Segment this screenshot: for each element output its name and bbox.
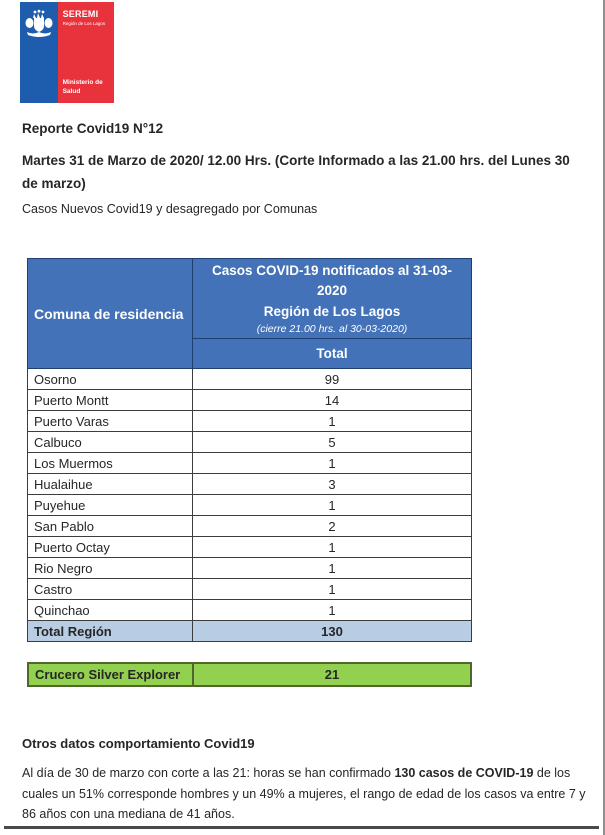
report-subtitle: Casos Nuevos Covid19 y desagregado por Comunas xyxy=(22,202,318,216)
summary-text-bold: 130 casos de COVID-19 xyxy=(394,766,534,780)
header-line-1: Casos COVID-19 notificados al 31-03-2020 xyxy=(211,263,453,299)
table-row xyxy=(28,579,472,600)
total-cell: 3 xyxy=(193,474,472,495)
logo-region-text: Región de Los Lagos xyxy=(62,21,106,26)
table-row xyxy=(28,516,472,537)
table-row xyxy=(28,495,472,516)
cruise-row-table xyxy=(27,662,472,687)
total-cell: 1 xyxy=(193,600,472,621)
summary-paragraph xyxy=(22,763,588,825)
table-row xyxy=(28,474,472,495)
total-cell: 5 xyxy=(193,432,472,453)
comuna-cell: Quinchao xyxy=(28,600,193,621)
otros-datos-heading: Otros datos comportamiento Covid19 xyxy=(22,736,255,751)
comuna-cell: Puerto Montt xyxy=(28,390,193,411)
total-cell: 1 xyxy=(193,453,472,474)
table-row xyxy=(28,411,472,432)
cruise-label: Crucero Silver Explorer xyxy=(28,663,193,686)
comuna-cell: Puerto Varas xyxy=(28,411,193,432)
ministry-logo xyxy=(20,2,114,103)
header-line-3: (cierre 21.00 hrs. al 30-03-2020) xyxy=(256,322,408,335)
comuna-cell: Hualaihue xyxy=(28,474,193,495)
total-region-value: 130 xyxy=(193,621,472,642)
cruise-row xyxy=(28,663,471,686)
total-region-row xyxy=(28,621,472,642)
column-header-comuna: Comuna de residencia xyxy=(28,259,193,369)
bottom-divider xyxy=(4,826,599,829)
logo-blue-panel xyxy=(20,2,58,103)
comuna-cell: Puyehue xyxy=(28,495,193,516)
report-title: Reporte Covid19 N°12 xyxy=(22,121,164,136)
table-row xyxy=(28,369,472,390)
total-cell: 14 xyxy=(193,390,472,411)
table-row xyxy=(28,390,472,411)
table-row xyxy=(28,432,472,453)
report-date-line: Martes 31 de Marzo de 2020/ 12.00 Hrs. (Corte Informado a las 21.00 hrs. del Lunes 30 de marzo) xyxy=(22,153,570,191)
summary-text-after: de los cuales un 51% corresponde hombres y un 49% a mujeres, el rango de edad de los casos va entre 7 y 86 años con una mediana de 41 años. xyxy=(22,766,586,822)
column-header-casos xyxy=(193,259,472,339)
total-cell: 2 xyxy=(193,516,472,537)
covid-cases-table xyxy=(27,258,472,642)
table-row xyxy=(28,558,472,579)
logo-ministerio-text: Ministerio de Salud xyxy=(62,79,103,96)
comuna-cell: Los Muermos xyxy=(28,453,193,474)
comuna-cell: Puerto Octay xyxy=(28,537,193,558)
comuna-cell: Rio Negro xyxy=(28,558,193,579)
total-region-label: Total Región xyxy=(28,621,193,642)
comuna-cell: Castro xyxy=(28,579,193,600)
table-row xyxy=(28,453,472,474)
subheader-total: Total xyxy=(193,339,472,369)
table-row xyxy=(28,600,472,621)
table-row xyxy=(28,537,472,558)
total-cell: 1 xyxy=(193,579,472,600)
total-cell: 1 xyxy=(193,558,472,579)
coat-of-arms-icon xyxy=(24,9,54,39)
total-cell: 1 xyxy=(193,411,472,432)
total-cell: 1 xyxy=(193,495,472,516)
comuna-cell: Osorno xyxy=(28,369,193,390)
logo-seremi-text: SEREMI xyxy=(62,9,99,19)
summary-text-before: Al día de 30 de marzo con corte a las 21: horas se han confirmado xyxy=(22,766,395,780)
total-cell: 1 xyxy=(193,537,472,558)
header-line-2: Región de Los Lagos xyxy=(263,303,401,319)
comuna-cell: San Pablo xyxy=(28,516,193,537)
comuna-cell: Calbuco xyxy=(28,432,193,453)
cruise-value: 21 xyxy=(193,663,471,686)
total-cell: 99 xyxy=(193,369,472,390)
logo-red-panel xyxy=(58,2,114,103)
